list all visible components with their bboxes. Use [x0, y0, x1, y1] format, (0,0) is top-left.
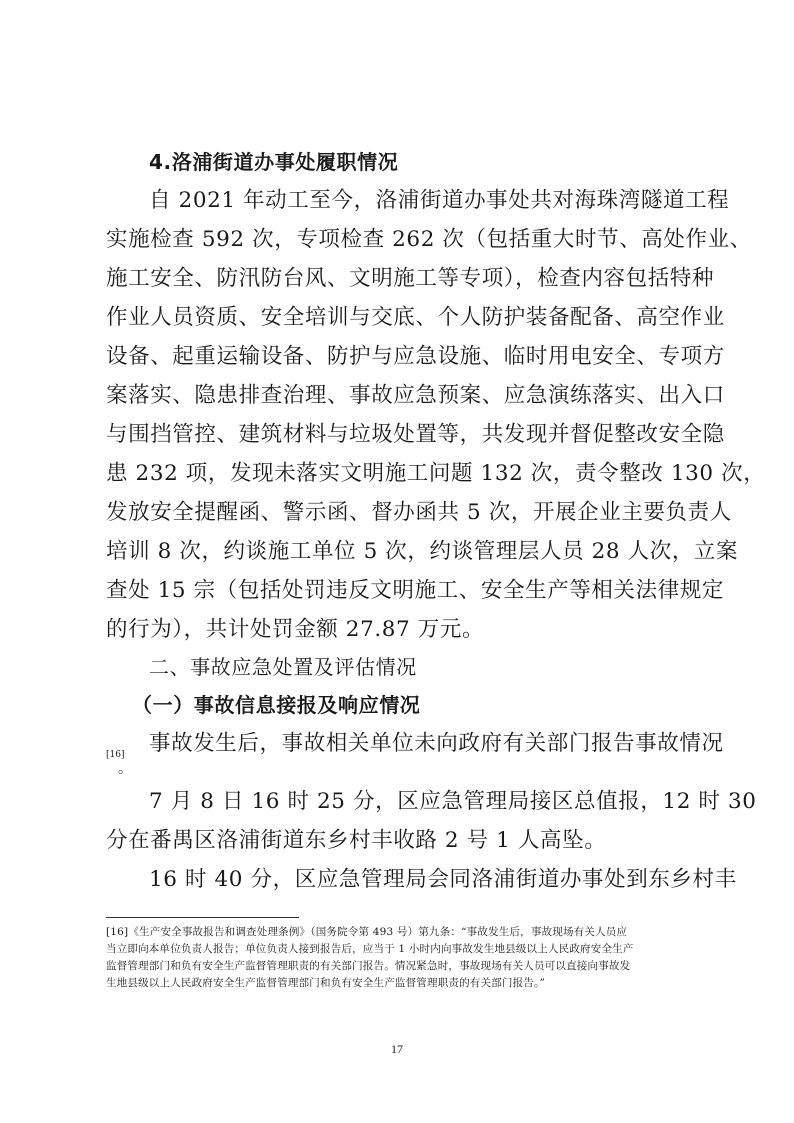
page-number: 17: [391, 1042, 403, 1056]
subsection-heading: （一）事故信息接报及响应情况: [132, 693, 421, 717]
paragraph-line: 自 2021 年动工至今，洛浦街道办事处共对海珠湾隧道工程: [149, 188, 730, 213]
paragraph-line: 作业人员资质、安全培训与交底、个人防护装备配备、高空作业: [106, 305, 725, 330]
footnote-line: 生地县级以上人民政府安全生产监督管理部门和负有安全生产监督管理职责的有关部门报告。”: [106, 977, 546, 989]
footnote-line: 当立即向本单位负责人报告；单位负责人接到报告后，应当于 1 小时内向事故发生地县级以上人民政府安全生产: [106, 943, 634, 955]
paragraph-line: 发放安全提醒函、警示函、督办函共 5 次，开展企业主要负责人: [106, 500, 732, 525]
paragraph-line: 16 时 40 分，区应急管理局会同洛浦街道办事处到东乡村丰: [149, 867, 737, 892]
paragraph-line: 与围挡管控、建筑材料与垃圾处置等，共发现并督促整改安全隐: [106, 422, 725, 447]
footnote-divider: [106, 917, 299, 918]
paragraph-line: 实施检查 592 次，专项检查 262 次（包括重大时节、高处作业、: [106, 227, 752, 252]
paragraph-line: 分在番禺区洛浦街道东乡村丰收路 2 号 1 人高坠。: [106, 828, 607, 853]
paragraph-line: 培训 8 次，约谈施工单位 5 次，约谈管理层人员 28 人次，立案: [106, 539, 739, 564]
section-2-heading: 二、事故应急处置及评估情况: [149, 655, 417, 679]
paragraph-line: 案落实、隐患排查治理、事故应急预案、应急演练落实、出入口: [106, 383, 725, 408]
paragraph-line: 施工安全、防汛防台风、文明施工等专项），检查内容包括特种: [106, 266, 715, 291]
paragraph-end-punctuation: 。: [118, 761, 133, 777]
paragraph-line: 患 232 项，发现未落实文明施工问题 132 次，责令整改 130 次，: [106, 461, 766, 486]
paragraph-line: 查处 15 宗（包括处罚违反文明施工、安全生产等相关法律规定: [106, 578, 725, 603]
footnote-reference[interactable]: [16]: [106, 750, 125, 760]
section-4-heading: 4.洛浦街道办事处履职情况: [149, 150, 399, 174]
footnote-line: [16]《生产安全事故报告和调查处理条例》（国务院令第 493 号）第九条：“事故发生后，事故现场有关人员应: [106, 926, 628, 938]
footnote-line: 监督管理部门和负有安全生产监督管理职责的有关部门报告。情况紧急时，事故现场有关人员可以直接向事故发: [106, 960, 631, 972]
paragraph-line: 事故发生后，事故相关单位未向政府有关部门报告事故情况: [149, 731, 724, 756]
paragraph-line: 的行为），共计处罚金额 27.87 万元。: [106, 617, 485, 642]
paragraph-line: 设备、起重运输设备、防护与应急设施、临时用电安全、专项方: [106, 344, 725, 369]
paragraph-line: 7 月 8 日 16 时 25 分，区应急管理局接区总值报，12 时 30: [149, 789, 757, 814]
